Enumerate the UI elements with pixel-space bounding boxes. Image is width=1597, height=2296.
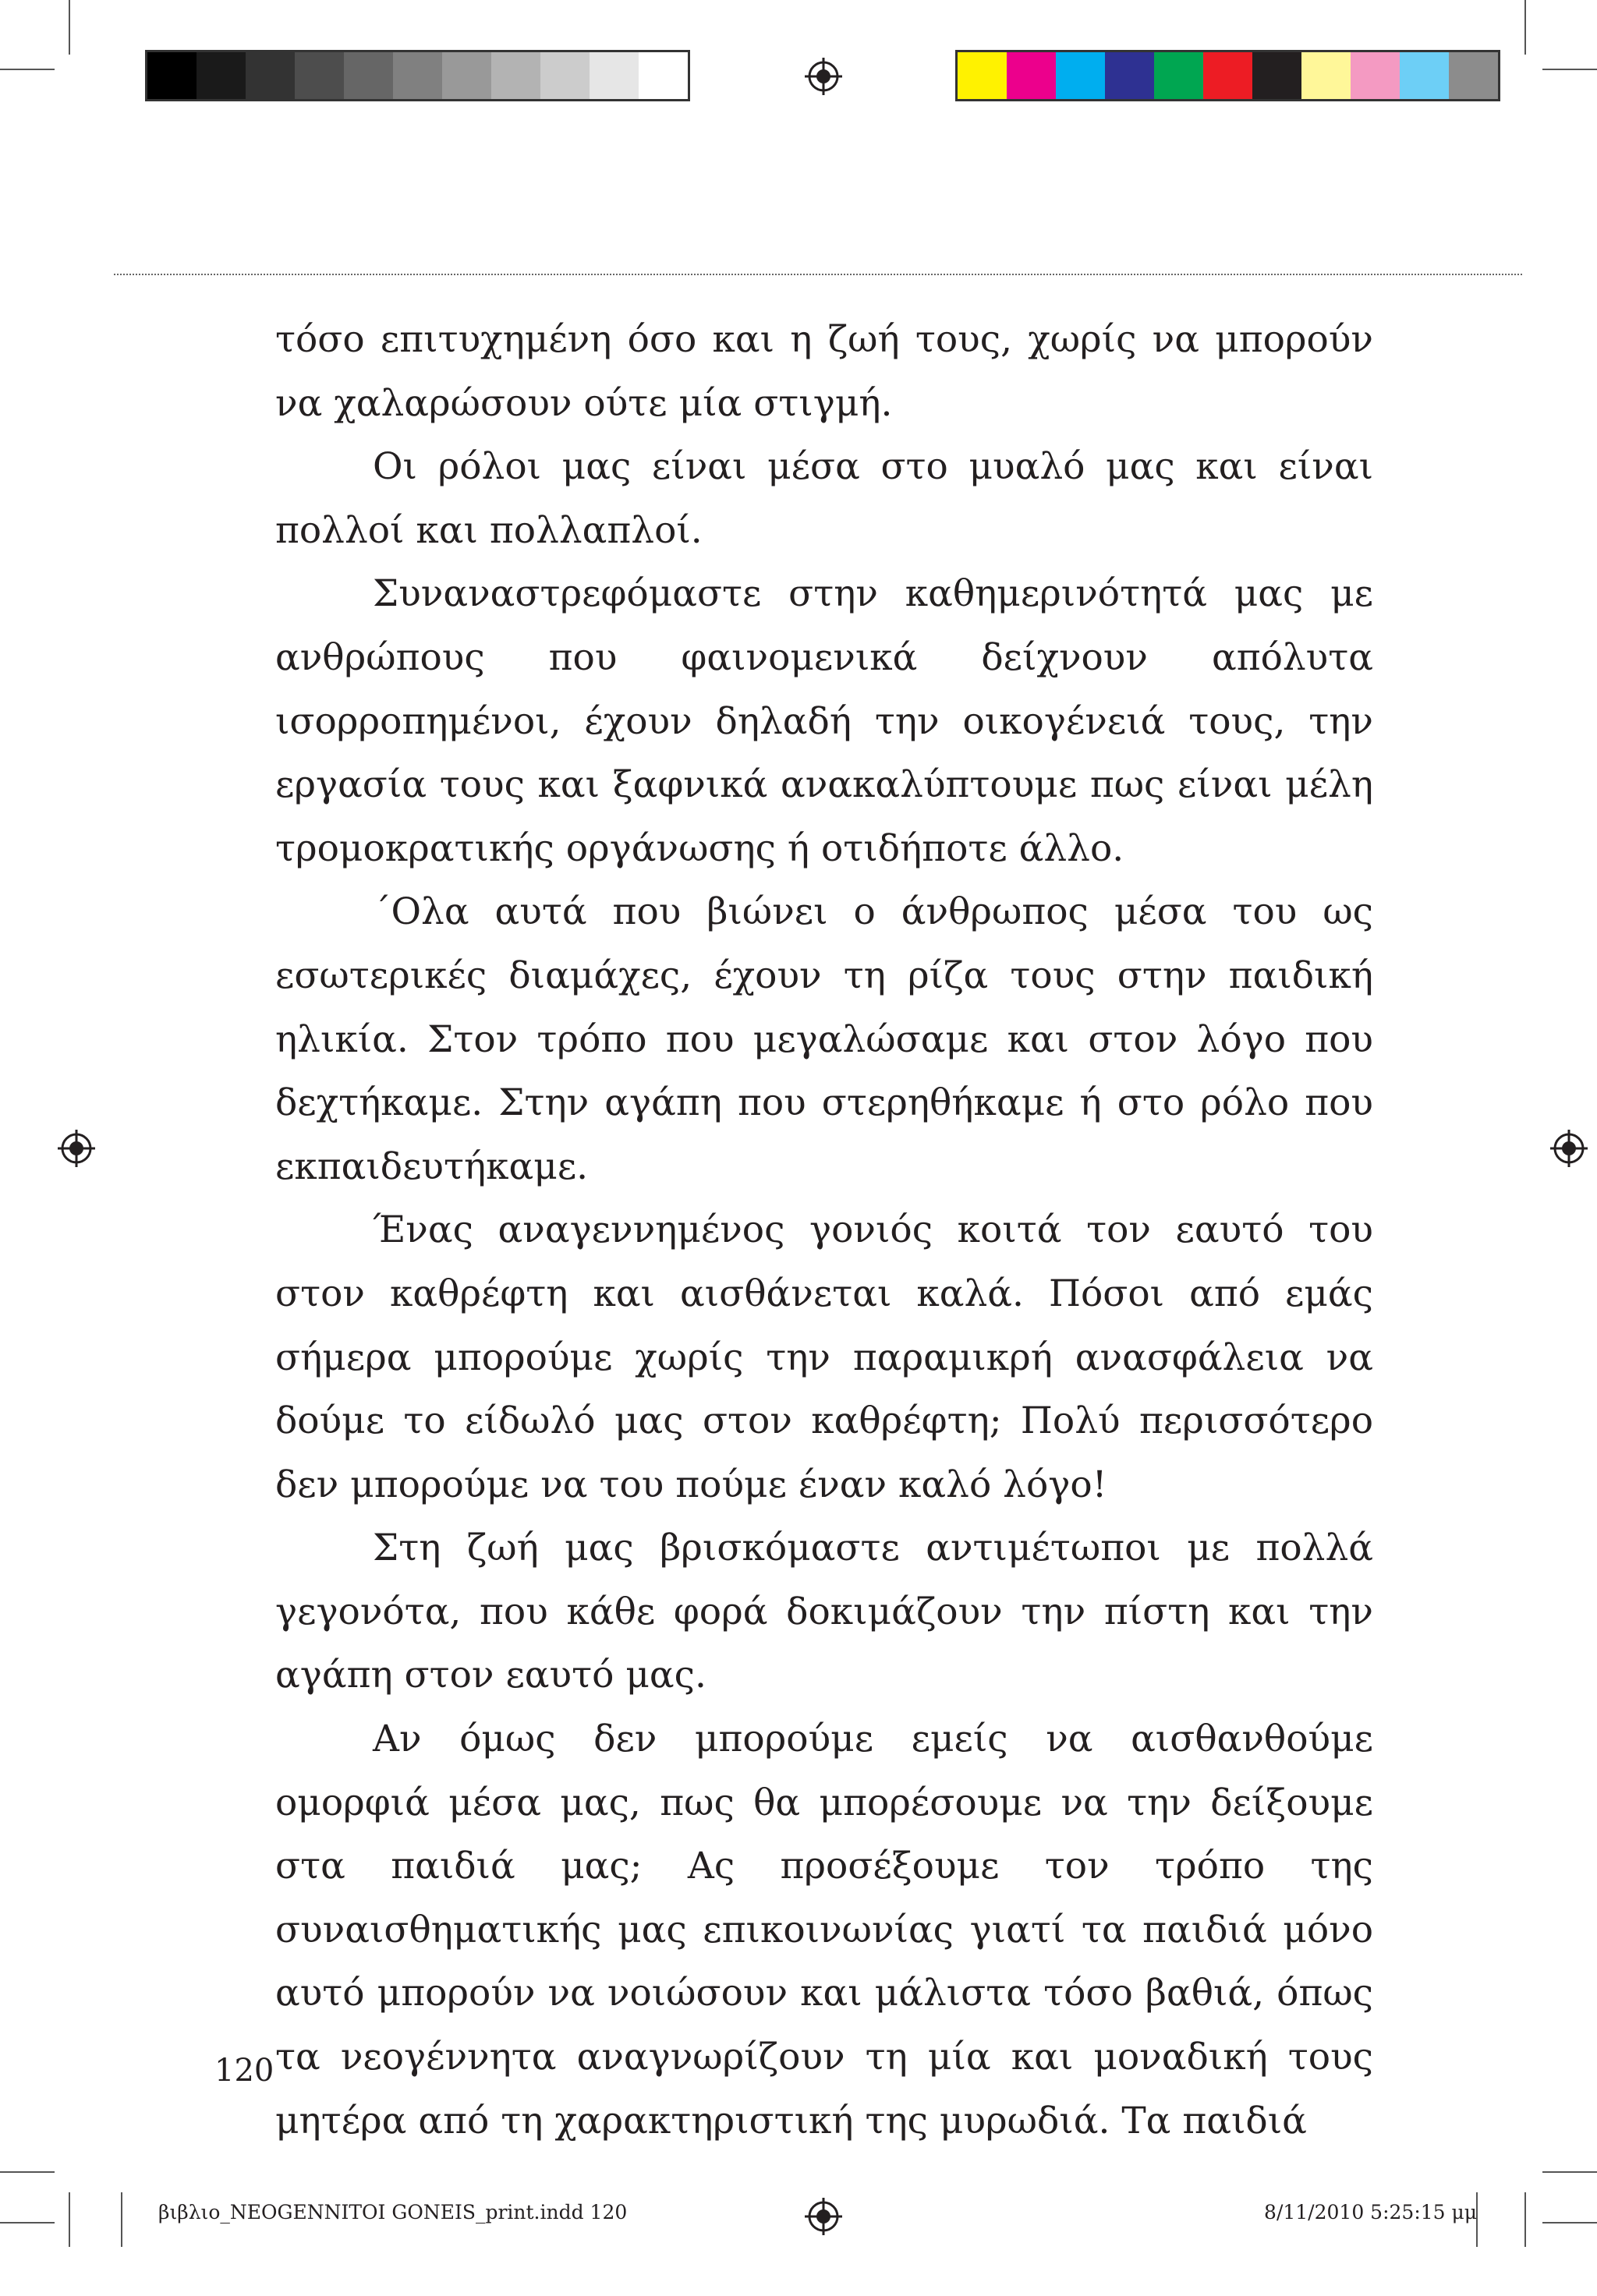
header-dotted-rule	[114, 274, 1522, 275]
registration-mark-icon	[805, 2198, 842, 2235]
paragraph: Οι ρόλοι μας είναι μέσα στο μυαλό μας και είναι πολλοί και πολλαπλοί.	[275, 445, 1373, 552]
paragraph: ΄Ολα αυτά που βιώνει ο άνθρωπος μέσα του ως εσωτερικές διαμάχες, έχουν τη ρίζα τους στην παιδική ηλικία. Στον τρόπο που μεγαλώσαμε και στον λόγο που δεχτήκαμε. Στην αγάπη που στερηθήκαμε ή στο ρόλο που εκπαιδευτήκαμε.	[275, 890, 1373, 1188]
crop-mark	[0, 2171, 55, 2173]
color-swatch	[1154, 52, 1203, 99]
color-swatch	[393, 52, 442, 99]
registration-mark-icon	[58, 1130, 95, 1167]
color-swatch	[1203, 52, 1252, 99]
crop-mark	[121, 2192, 122, 2247]
color-swatch	[590, 52, 639, 99]
slug-file-name: βιβλιο_NEOGENNITOI GONEIS_print.indd 120	[158, 2201, 628, 2223]
color-swatch	[958, 52, 1007, 99]
color-swatch	[540, 52, 590, 99]
paragraph: τόσο επιτυχημένη όσο και η ζωή τους, χωρίς να μπορούν να χαλαρώσουν ούτε μία στιγμή.	[275, 318, 1373, 425]
registration-mark-icon	[1550, 1130, 1588, 1167]
crop-mark	[1524, 0, 1526, 55]
color-swatch	[1449, 52, 1498, 99]
color-swatch	[1351, 52, 1400, 99]
crop-mark	[69, 0, 70, 55]
color-swatch	[344, 52, 393, 99]
color-swatch	[1252, 52, 1301, 99]
grayscale-color-bar	[145, 50, 690, 101]
paragraph: Στη ζωή μας βρισκόμαστε αντιμέτωποι με πολλά γεγονότα, που κάθε φορά δοκιμάζουν την πίστη και την αγάπη στον εαυτό μας.	[275, 1527, 1373, 1697]
color-swatch	[1301, 52, 1351, 99]
color-swatch	[295, 52, 344, 99]
paragraph: Αν όμως δεν μπορούμε εμείς να αισθανθούμε ομορφιά μέσα μας, πως θα μπορέσουμε να την δείξουμε στα παιδιά μας; Ας προσέξουμε τον τρόπο της συναισθηματικής μας επικοινωνίας γιατί τα παιδιά μόνο αυτό μπορούν να νοιώσουν και μάλιστα τόσο βαθιά, όπως τα νεογέννητα αναγνωρίζουν τη μία και μοναδική τους μητέρα από τη χαρακτηριστική της μυρωδιά. Τα παιδιά	[275, 1718, 1373, 2142]
crop-mark	[0, 69, 55, 70]
registration-mark-icon	[805, 58, 842, 95]
color-swatch	[246, 52, 295, 99]
color-swatch	[491, 52, 540, 99]
body-text	[275, 308, 1373, 2153]
color-swatch	[442, 52, 491, 99]
color-swatch	[639, 52, 688, 99]
color-swatch	[1400, 52, 1449, 99]
crop-mark	[1542, 2171, 1597, 2173]
process-color-bar	[955, 50, 1500, 101]
crop-mark	[1542, 69, 1597, 70]
paragraph: Ένας αναγεννημένος γονιός κοιτά τον εαυτό του στον καθρέφτη και αισθάνεται καλά. Πόσοι από εμάς σήμερα μπορούμε χωρίς την παραμικρή ανασφάλεια να δούμε το είδωλό μας στον καθρέφτη; Πολύ περισσότερο δεν μπορούμε να του πούμε έναν καλό λόγο!	[275, 1208, 1373, 1506]
paragraph: Συναναστρεφόμαστε στην καθημερινότητά μας με ανθρώπους που φαινομενικά δείχνουν απόλυτα ισορροπημένοι, έχουν δηλαδή την οικογένειά τους, την εργασία τους και ξαφνικά ανακαλύπτουμε πως είναι μέλη τρομοκρατικής οργάνωσης ή οτιδήποτε άλλο.	[275, 572, 1373, 870]
color-swatch	[1105, 52, 1154, 99]
crop-mark	[1542, 2222, 1597, 2223]
slug-timestamp: 8/11/2010 5:25:15 μμ	[1264, 2201, 1477, 2223]
crop-mark	[1524, 2192, 1526, 2247]
color-swatch	[1056, 52, 1105, 99]
page-number: 120	[214, 2053, 274, 2089]
color-swatch	[147, 52, 197, 99]
crop-mark	[0, 2222, 55, 2223]
color-swatch	[1007, 52, 1056, 99]
color-swatch	[197, 52, 246, 99]
crop-mark	[69, 2192, 70, 2247]
